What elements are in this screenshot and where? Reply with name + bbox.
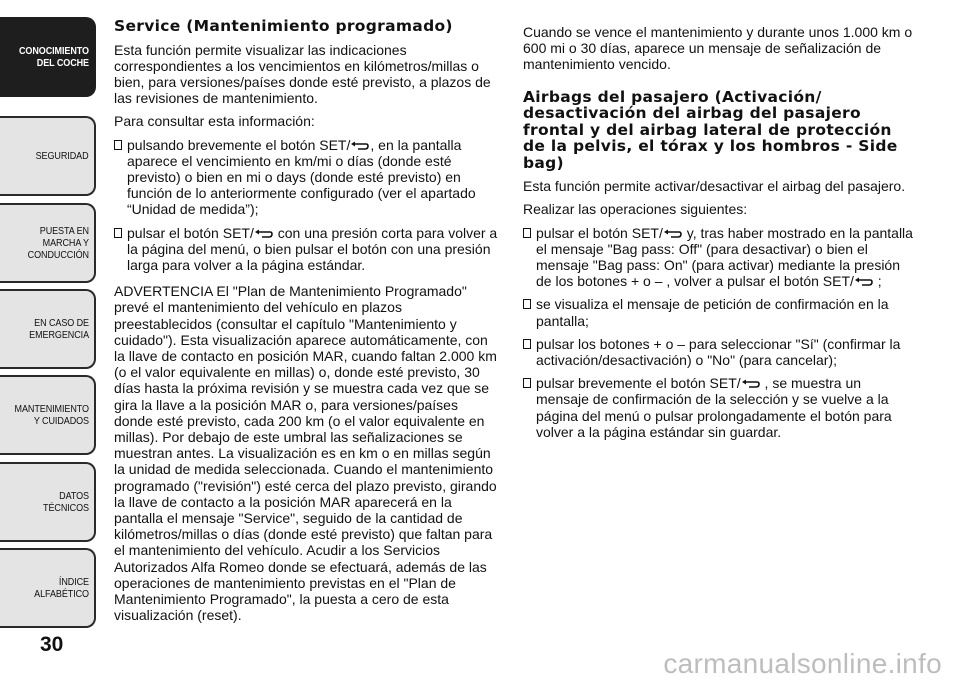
bullet-text: pulsar los botones + o – para seleccionar "Sí" (confirmar la activación/desactivación) o "No" (para cancelar); — [536, 335, 901, 368]
tab-label: ÍNDICE ALFABÉTICO — [34, 576, 89, 600]
list-item — [523, 225, 913, 290]
tab-label: DATOS TÉCNICOS — [43, 490, 89, 514]
bullet-text: pulsar el botón SET/ — [127, 224, 254, 241]
bullet-text: y, tras haber mostrado en la pantalla el mensaje "Bag pass: Off" (para desactivar) o bien el mensaje "Bag pass: On" (para activar) mediante la presión de los botones + o – , volver a pulsar el botón SET/ — [536, 224, 913, 290]
tab-en-caso-de-emergencia[interactable] — [0, 289, 96, 369]
tab-label: SEGURIDAD — [36, 150, 89, 162]
list-item — [523, 375, 913, 440]
bullet-text: se visualiza el mensaje de petición de confirmación en la pantalla; — [536, 296, 889, 329]
bullet-text: con una presión corta para volver a la página del menú, o bien pulsar el botón con una presión larga para volver a la página estándar. — [127, 224, 498, 273]
section-heading-airbags: Airbags del pasajero (Activación/ desactivación del airbag del pasajero frontal y del airbag lateral de protección de la pelvis, el tórax y los hombros - Side bag) — [523, 87, 898, 172]
tab-seguridad[interactable] — [0, 116, 96, 196]
set-return-arrow-icon — [350, 141, 370, 151]
section-tabs — [0, 0, 100, 686]
tab-puesta-en-marcha[interactable] — [0, 203, 96, 283]
airbag-intro: Esta función permite activar/desactivar el airbag del pasajero. — [523, 178, 906, 195]
bullet-text: pulsar brevemente el botón SET/ — [536, 375, 741, 392]
tab-indice-alfabetico[interactable] — [0, 548, 96, 628]
set-return-arrow-icon — [854, 277, 874, 287]
list-item — [523, 296, 913, 328]
set-return-arrow-icon — [663, 229, 683, 239]
tab-label: MANTENIMIENTO Y CUIDADOS — [14, 403, 90, 427]
consult-text: Para consultar esta información: — [114, 113, 315, 130]
tab-mantenimiento-y-cuidados[interactable] — [0, 375, 96, 455]
warning-text: ADVERTENCIA El "Plan de Mantenimiento Programado" prevé el mantenimiento del vehículo en plazos preestablecidos (consultar el capítulo "Mantenimiento y cuidado"). Esta visualización aparece automáticamente, con la llave de contacto en posición MAR, cuando faltan 2.000 km (o el valor equivalente en millas) o, donde esté previsto, 30 días hasta la próxima revisión y se muestra cada vez que se gira la llave a la posición MAR o, para versiones/países donde esté previsto, cada 200 km (o el valor equivalente en millas). Por debajo de este umbral las señalizaciones se muestran antes. La visualización es en km o en millas según la unidad de medida seleccionada. Cuando el mantenimiento programado ("revisión") esté cerca del plazo previsto, girando la llave de contacto a la posición MAR aparecerá en la pantalla el mensaje "Service", seguido de la cantidad de kilómetros/millas o días (donde esté previsto) que faltan para el mantenimiento del vehículo. Acudir a los Servicios Autorizados Alfa Romeo donde se efectuará, además de las operaciones de mantenimiento previstas en el "Plan de Mantenimiento Programado", la puesta a cero de esta visualización (reset). — [114, 283, 497, 624]
service-intro: Esta función permite visualizar las indicaciones correspondientes a los vencimientos en kilómetros/millas o bien, para versiones/países donde esté previsto, a plazos de las revisiones de mantenimiento. — [114, 41, 491, 107]
section-heading-service: Service (Mantenimiento programado) — [114, 17, 453, 35]
tab-conocimiento-del-coche[interactable] — [0, 17, 96, 97]
list-item — [114, 225, 500, 274]
left-column — [114, 18, 500, 630]
list-item — [114, 137, 500, 218]
page-number: 30 — [40, 633, 64, 656]
bullet-text: ; — [873, 273, 882, 290]
bullet-text: pulsando brevemente el botón SET/ — [127, 136, 351, 153]
tab-label: PUESTA EN MARCHA Y CONDUCCIÓN — [27, 225, 89, 261]
bullet-text: pulsar el botón SET/ — [536, 224, 663, 241]
tab-datos-tecnicos[interactable] — [0, 462, 96, 542]
right-column — [523, 24, 913, 447]
bullet-text: , en la pantalla aparece el vencimiento en km/mi o días (donde esté previsto) o bien en mi o days (donde esté previsto) en función de lo anteriormente configurado (ver el apartado “Unidad de medida”); — [127, 136, 476, 218]
tab-label: EN CASO DE EMERGENCIA — [29, 317, 89, 341]
set-return-arrow-icon — [254, 229, 274, 239]
bullet-text: , se muestra un mensaje de confirmación de la selección y se vuelve a la página del menú o pulsar prolongadamente el botón para volver a la página estándar sin guardar. — [536, 375, 892, 440]
list-item — [523, 336, 913, 368]
operations-text: Realizar las operaciones siguientes: — [523, 201, 748, 218]
tab-label: CONOCIMIENTO DEL COCHE — [18, 45, 90, 69]
set-return-arrow-icon — [741, 379, 761, 389]
watermark: carmanualsonline.info — [663, 648, 942, 679]
maintenance-expired-text: Cuando se vence el mantenimiento y durante unos 1.000 km o 600 mi o 30 días, aparece un mensaje de señalización de mantenimiento vencido. — [523, 24, 913, 73]
